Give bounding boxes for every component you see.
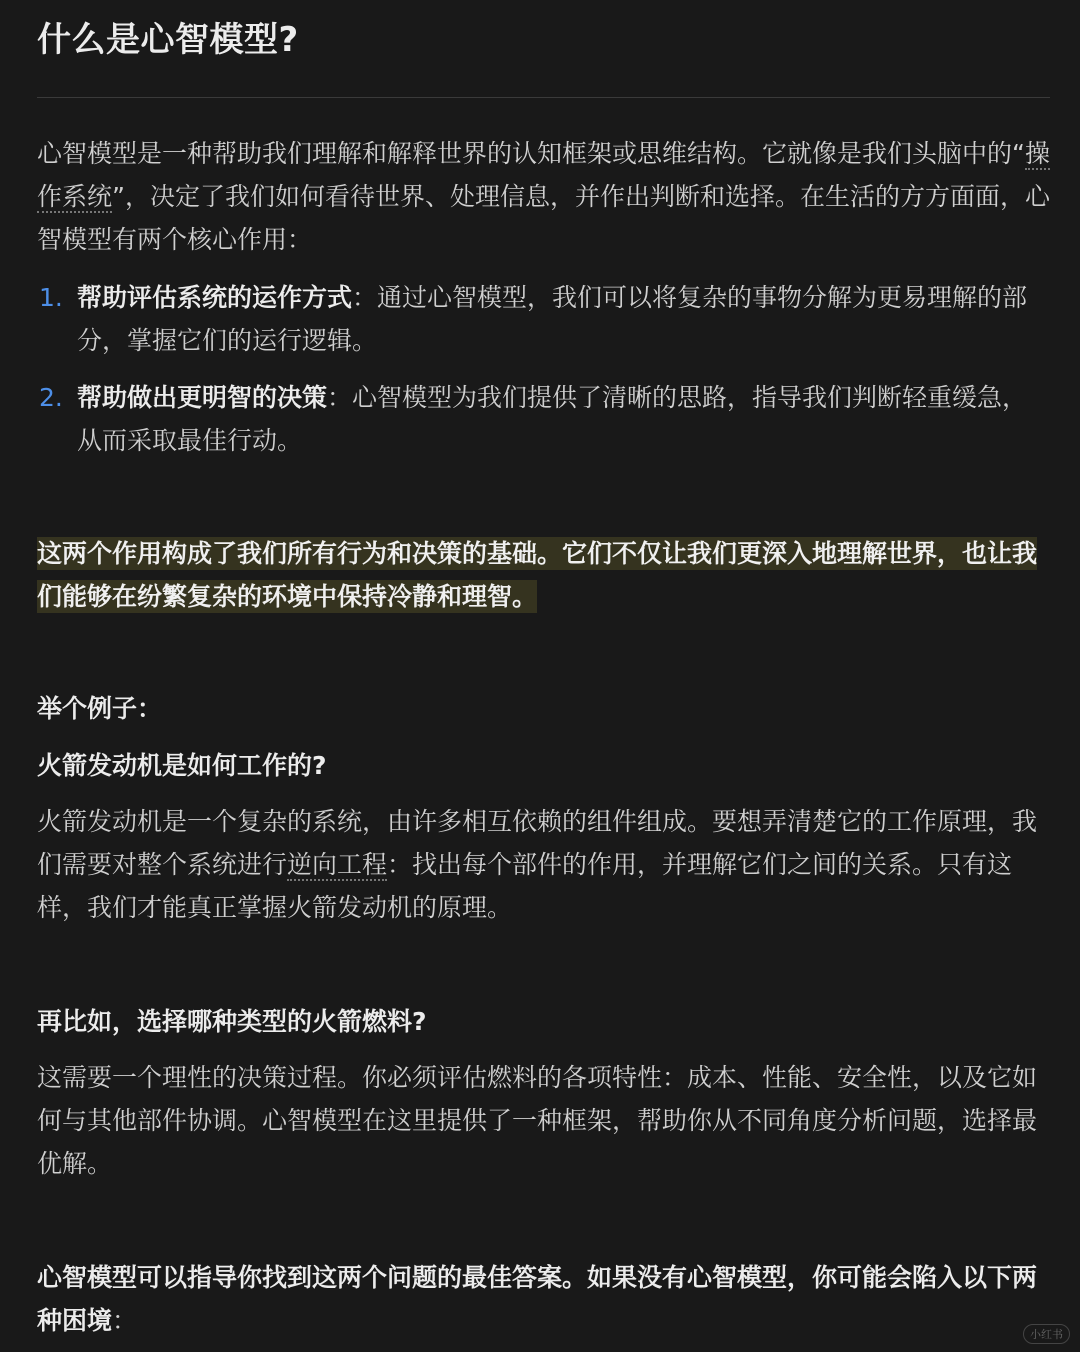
list-item-text: ：通过心智模型，我们可以将复杂的事物分解为更易理解的部分，掌握它们的运行逻辑。 (77, 283, 1028, 355)
list-item-text: ：心智模型为我们提供了清晰的思路，指导我们判断轻重缓急，从而采取最佳行动。 (77, 383, 1028, 455)
example-label: 举个例子： (37, 694, 163, 723)
conclusion-paragraph (37, 1256, 1050, 1342)
rocket-fuel-paragraph: 这需要一个理性的决策过程。你必须评估燃料的各项特性：成本、性能、安全性，以及它如何与其他部件协调。心智模型在这里提供了一种框架，帮助你从不同角度分析问题，选择最优解。 (37, 1063, 1038, 1178)
paragraph-text-1: 火箭发动机是一个复杂的系统，由许多相互依赖的组件组成。要想弄清楚它的工作原理，我们需要对整个系统进行 (37, 807, 1038, 879)
dotted-term-reverse-engineering[interactable]: 逆向工程 (287, 850, 388, 879)
title-divider (37, 97, 1050, 98)
conclusion-bold: 心智模型可以指导你找到这两个问题的最佳答案。如果没有心智模型，你可能会陷入以下两种困境 (37, 1263, 1038, 1335)
watermark-logo: 小红书 (1023, 1324, 1070, 1344)
list-item (37, 276, 1050, 362)
rocket-engine-paragraph (37, 800, 1050, 929)
paragraph-text-2: ：找出每个部件的作用，并理解它们之间的关系。只有这样，我们才能真正掌握火箭发动机的原理。 (37, 850, 1013, 922)
intro-text-2: ”，决定了我们如何看待世界、处理信息，并作出判断和选择。在生活的方方面面，心智模型有两个核心作用： (37, 182, 1050, 254)
highlight-paragraph (37, 532, 1050, 618)
question-rocket-fuel: 再比如，选择哪种类型的火箭燃料? (37, 1007, 427, 1036)
list-number: 2. (39, 383, 63, 412)
highlighted-text: 这两个作用构成了我们所有行为和决策的基础。它们不仅让我们更深入地理解世界，也让我们能够在纷繁复杂的环境中保持冷静和理智。 (37, 539, 1038, 611)
list-item-bold: 帮助做出更明智的决策 (77, 383, 328, 412)
question-rocket-engine: 火箭发动机是如何工作的? (37, 751, 327, 780)
intro-paragraph (37, 132, 1050, 261)
conclusion-tail: ： (112, 1306, 138, 1335)
list-item (37, 376, 1050, 462)
page-title: 什么是心智模型? (37, 20, 299, 60)
intro-text-1: 心智模型是一种帮助我们理解和解释世界的认知框架或思维结构。它就像是我们头脑中的“ (37, 139, 1025, 168)
list-number: 1. (39, 283, 63, 312)
dotted-term-os[interactable]: 操作系统 (37, 139, 1050, 211)
core-functions-list (37, 276, 1050, 462)
list-item-bold: 帮助评估系统的运作方式 (77, 283, 353, 312)
